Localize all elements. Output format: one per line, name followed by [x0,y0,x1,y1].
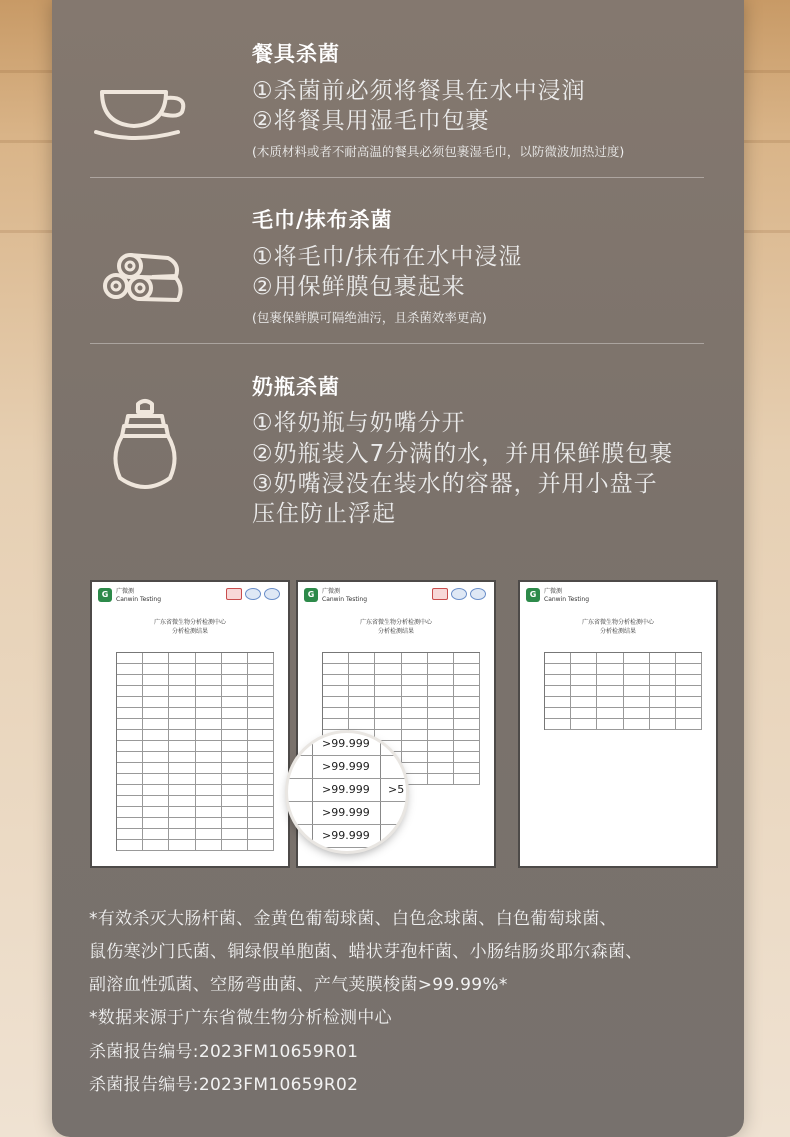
divider [90,177,704,178]
report-number: 杀菌报告编号:2023FM10659R02 [89,1075,359,1095]
lab-logo-icon: G [98,588,112,602]
step-line: ②将餐具用湿毛巾包裹 [252,108,490,134]
section-note: (木质材料或者不耐高温的餐具必须包裹湿毛巾，以防微波加热过度) [252,144,625,159]
section-title: 奶瓶杀菌 [252,375,340,399]
step-line: ①将奶瓶与奶嘴分开 [252,410,466,436]
lab-name-en: Canwin Testing [544,596,590,603]
report-subheading: 分析检测结果 [377,628,414,635]
magnified-value-partial: >5 [388,783,405,796]
lab-name: 广微测 [544,588,563,595]
report-heading: 广东省微生物分析检测中心 [359,619,432,626]
magnified-value: >99.999 [322,806,370,819]
ilac-badge-icon [451,588,467,600]
lab-name-en: Canwin Testing [116,596,162,603]
magnified-value: >99.999 [322,737,370,750]
ilac-badge-icon [245,588,261,600]
report-subheading: 分析检测结果 [599,628,636,635]
test-report-3 [518,580,718,868]
step-line: 压住防止浮起 [252,501,396,527]
lab-name: 广微测 [322,588,341,595]
test-report-1 [90,580,290,868]
magnifier-callout [288,733,406,851]
cma-badge-icon [432,588,448,600]
lab-name: 广微测 [116,588,135,595]
step-line: ①将毛巾/抹布在水中浸湿 [252,244,523,270]
report-table [544,652,702,730]
step-line: ②奶瓶装入7分满的水，并用保鲜膜包裹 [252,441,674,467]
lab-logo-icon: G [526,588,540,602]
cnas-badge-icon [470,588,486,600]
step-line: ①杀菌前必须将餐具在水中浸润 [252,78,586,104]
magnified-value: >99.999 [322,783,370,796]
report-subheading: 分析检测结果 [171,628,208,635]
section-title: 餐具杀菌 [252,42,340,66]
report-table [116,652,274,851]
lab-name-en: Canwin Testing [322,596,368,603]
footnote-line: *有效杀灭大肠杆菌、金黄色葡萄球菌、白色念球菌、白色葡萄球菌、 [89,909,617,929]
certification-badges [432,588,486,600]
report-heading: 广东省微生物分析检测中心 [581,619,654,626]
magnified-value: >99.999 [322,829,370,842]
section-note: (包裹保鲜膜可隔绝油污，且杀菌效率更高) [252,310,487,325]
step-line: ②用保鲜膜包裹起来 [252,274,466,300]
rolled-towel-icon [90,230,200,340]
baby-bottle-icon [90,396,200,506]
cma-badge-icon [226,588,242,600]
divider [90,343,704,344]
cnas-badge-icon [264,588,280,600]
footnote-line: 副溶血性弧菌、空肠弯曲菌、产气荚膜梭菌>99.99%* [89,975,508,995]
section-title: 毛巾/抹布杀菌 [252,208,393,232]
step-line: ③奶嘴浸没在装水的容器，并用小盘子 [252,471,658,497]
content-panel [52,0,744,1137]
teacup-icon [90,62,200,172]
lab-logo-icon: G [304,588,318,602]
certification-badges [226,588,280,600]
report-heading: 广东省微生物分析检测中心 [153,619,226,626]
report-number: 杀菌报告编号:2023FM10659R01 [89,1042,359,1062]
footnote-line: 鼠伤寒沙门氏菌、铜绿假单胞菌、蜡状芽孢杆菌、小肠结肠炎耶尔森菌、 [89,942,643,962]
footnote-line: *数据来源于广东省微生物分析检测中心 [89,1008,392,1028]
magnified-value: >99.999 [322,760,370,773]
